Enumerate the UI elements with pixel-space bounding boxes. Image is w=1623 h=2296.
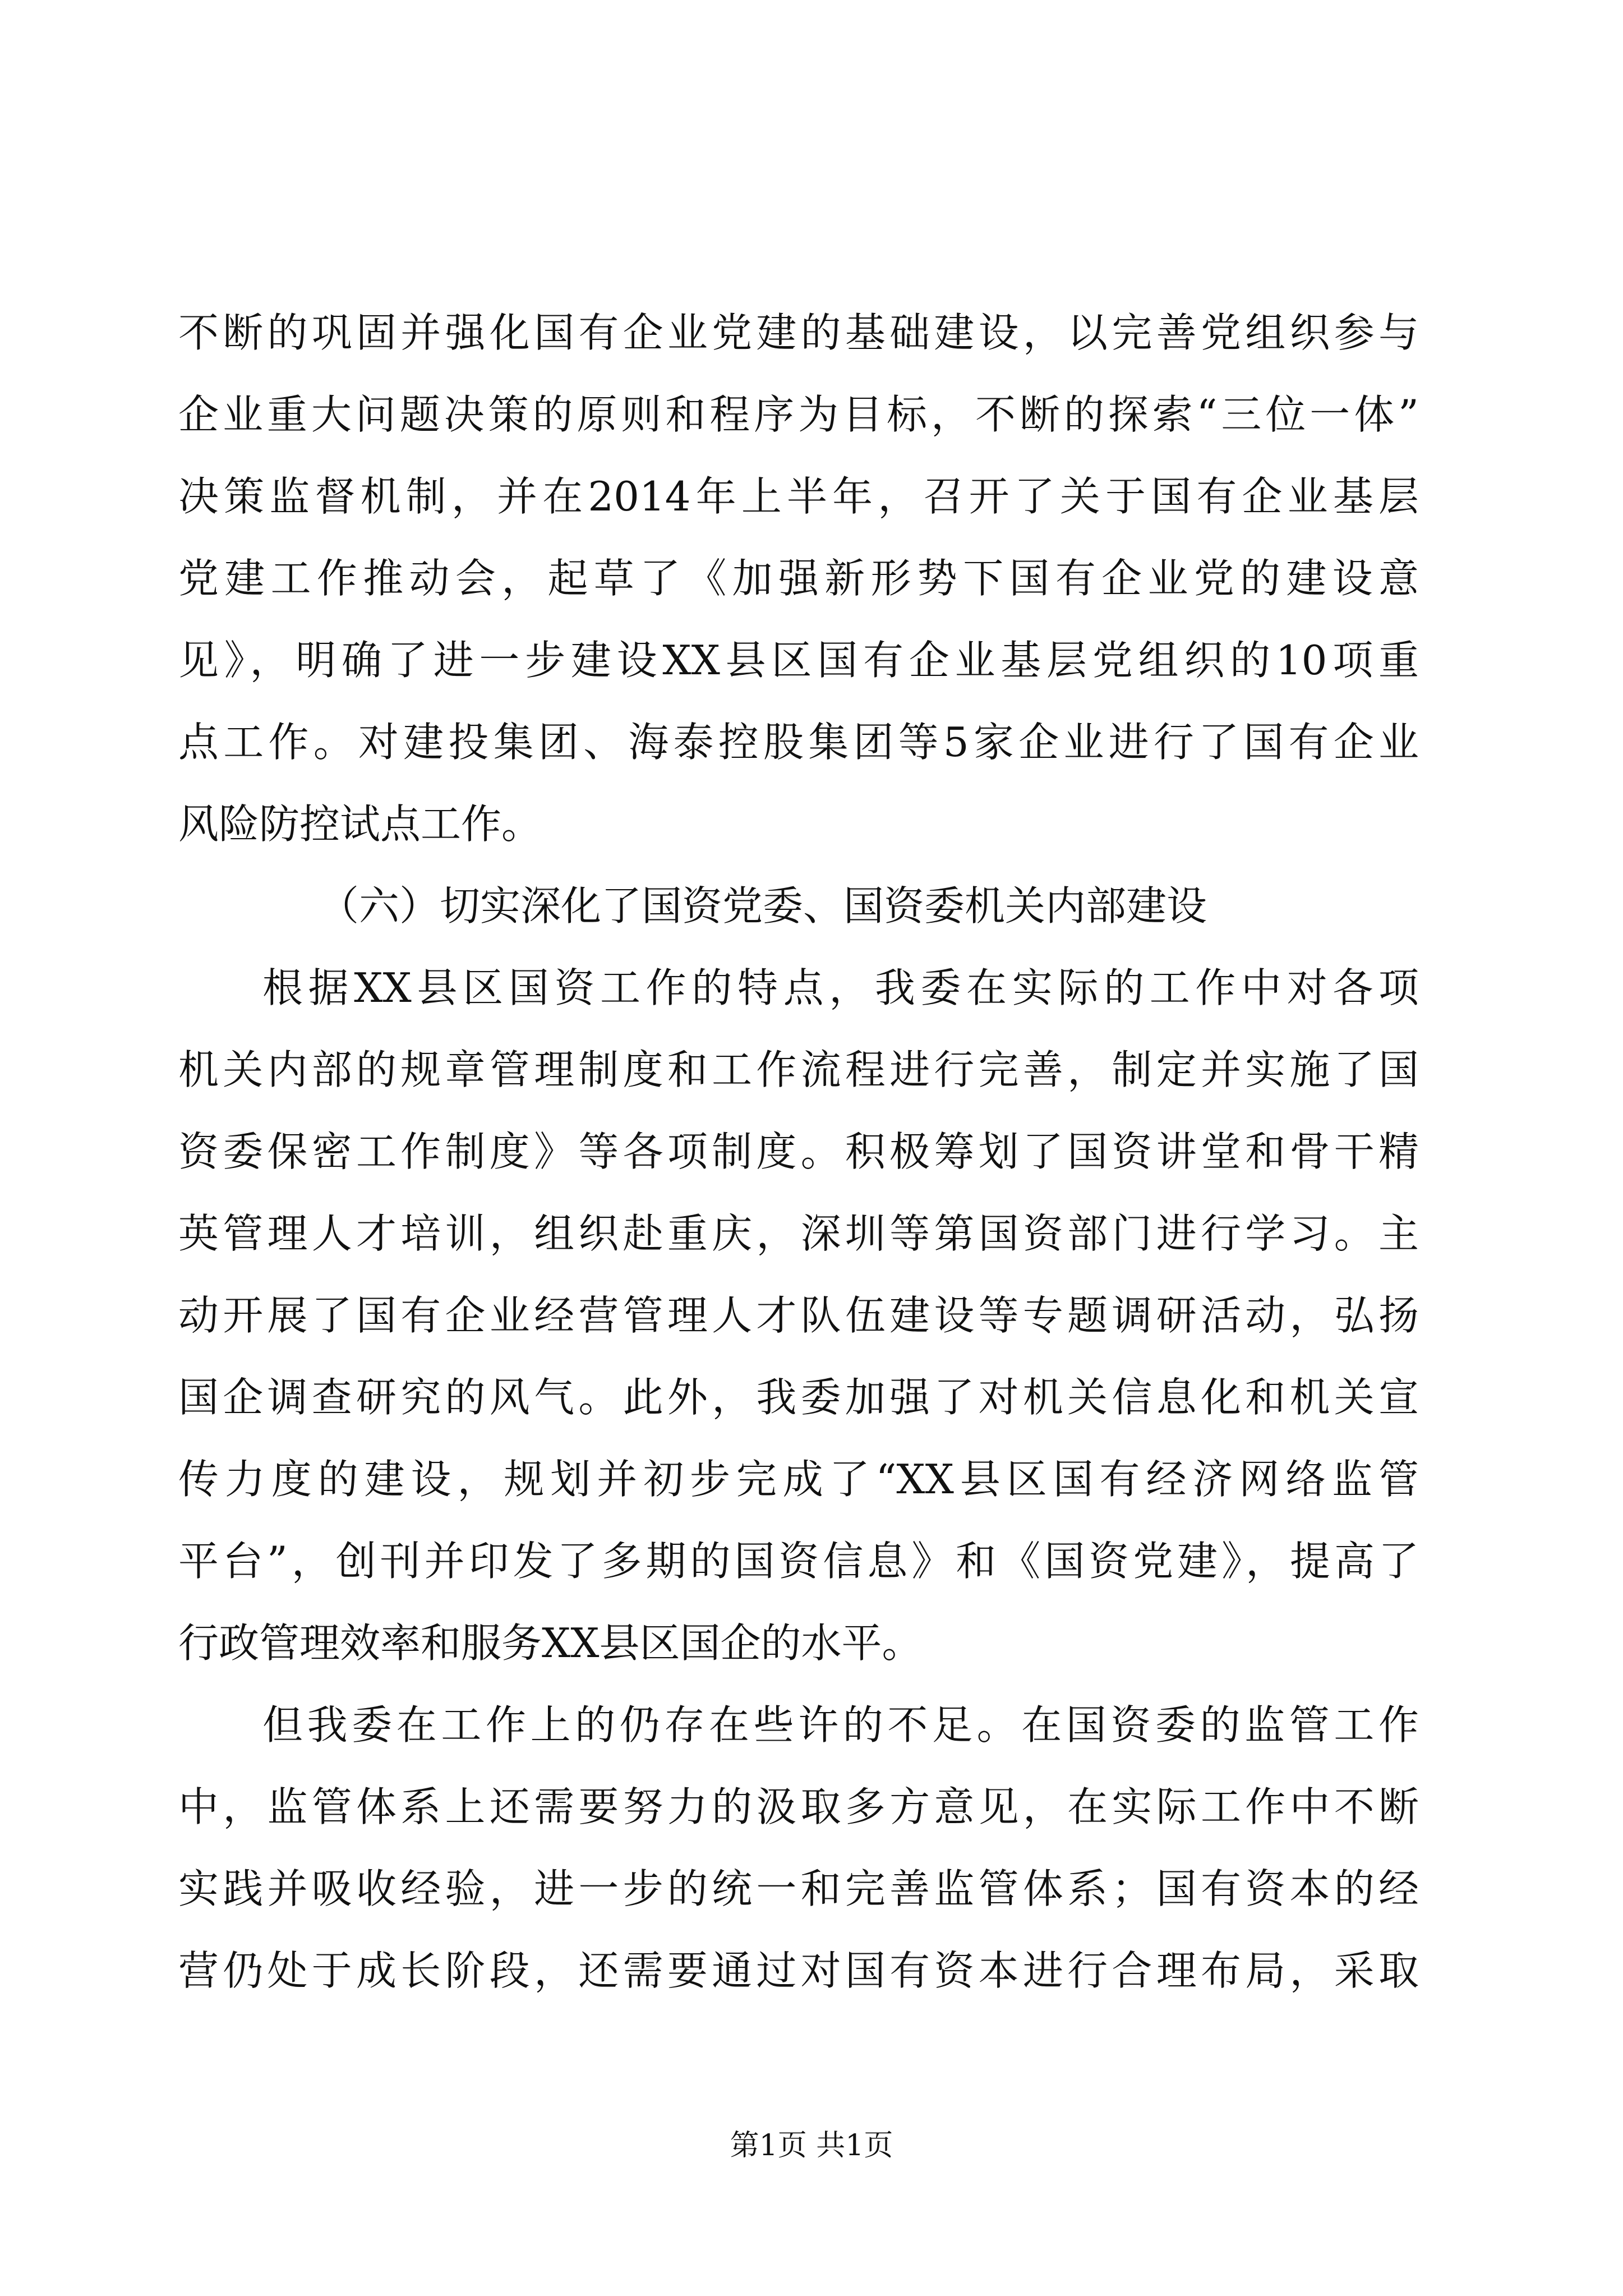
text-line: 风险防控试点工作。: [178, 800, 542, 848]
text-line: 英管理人才培训，组织赴重庆，深圳等第国资部门进行学习。主: [178, 1210, 1419, 1257]
document-body: [178, 292, 1419, 2012]
text-line: 中，监管体系上还需要努力的汲取多方意见，在实际工作中不断: [178, 1783, 1419, 1830]
text-line: 资委保密工作制度》等各项制度。积极筹划了国资讲堂和骨干精: [178, 1128, 1419, 1175]
text-line: 党建工作推动会，起草了《加强新形势下国有企业党的建设意: [178, 555, 1419, 602]
page-number-footer: 第1页 共1页: [730, 2129, 893, 2162]
paragraph-internal-construction: [178, 947, 1419, 1684]
text-line: 国企调查研究的风气。此外，我委加强了对机关信息化和机关宣: [178, 1374, 1419, 1421]
text-line: 传力度的建设，规划并初步完成了“XX县区国有经济网络监管: [178, 1456, 1419, 1503]
paragraph-party-building: [178, 292, 1419, 865]
text-line: 机关内部的规章管理制度和工作流程进行完善，制定并实施了国: [178, 1046, 1419, 1093]
section-heading: （六）切实深化了国资党委、国资委机关内部建设: [319, 882, 1207, 930]
text-line: 但我委在工作上的仍存在些许的不足。在国资委的监管工作: [262, 1701, 1419, 1749]
text-line: 营仍处于成长阶段，还需要通过对国有资本进行合理布局，采取: [178, 1947, 1419, 1994]
text-line: 企业重大问题决策的原则和程序为目标，不断的探索“三位一体”: [178, 391, 1419, 438]
text-line: 点工作。对建投集团、海泰控股集团等5家企业进行了国有企业: [178, 719, 1419, 766]
paragraph-shortcomings: [178, 1684, 1419, 2012]
text-line: 行政管理效率和服务XX县区国企的水平。: [178, 1619, 923, 1667]
text-line: 动开展了国有企业经营管理人才队伍建设等专题调研活动，弘扬: [178, 1292, 1419, 1339]
text-line: 决策监督机制，并在2014年上半年，召开了关于国有企业基层: [178, 473, 1419, 520]
text-line: 根据XX县区国资工作的特点，我委在实际的工作中对各项: [262, 964, 1419, 1011]
text-line: 见》，明确了进一步建设XX县区国有企业基层党组织的10项重: [178, 637, 1419, 684]
text-line: 实践并吸收经验，进一步的统一和完善监管体系；国有资本的经: [178, 1865, 1419, 1912]
text-line: 平台”，创刊并印发了多期的国资信息》和《国资党建》，提高了: [178, 1538, 1419, 1585]
text-line: 不断的巩固并强化国有企业党建的基础建设，以完善党组织参与: [178, 309, 1419, 356]
